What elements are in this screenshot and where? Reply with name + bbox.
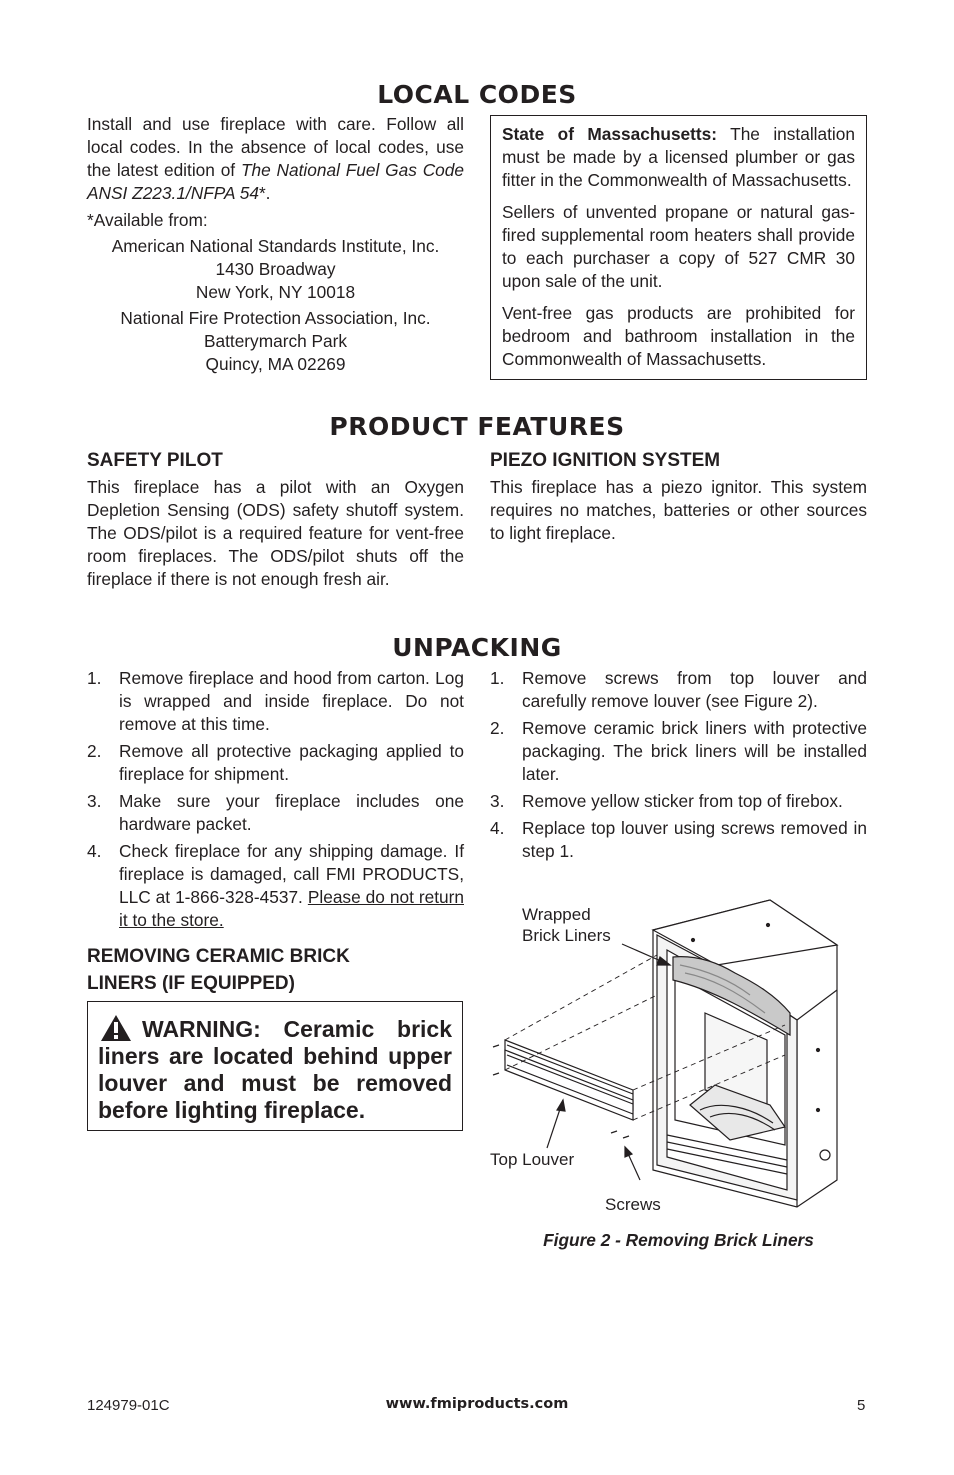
unpacking-right-steps — [490, 667, 867, 867]
local-codes-left-column — [87, 113, 464, 376]
warning-triangle-icon — [100, 1014, 132, 1042]
step-text: Replace top louver using screws removed in step 1. — [522, 818, 867, 861]
brick-heading-line-1: REMOVING CERAMIC BRICK — [87, 946, 350, 967]
figure-caption: Figure 2 - Removing Brick Liners — [543, 1230, 814, 1250]
massachusetts-notice-box — [490, 115, 867, 380]
step-text: Remove yellow sticker from top of firebox. — [522, 791, 843, 811]
mass-p1-text: The installation must be made by a licensed plumber or gas fitter in the Commonwealth of Massachusetts. — [502, 124, 855, 190]
step-number: 2. — [87, 741, 102, 761]
step-number: 1. — [490, 668, 505, 688]
step-text: Remove ceramic brick liners with protective packaging. The brick liners will be installed later. — [522, 718, 867, 784]
list-item — [87, 667, 464, 736]
mass-bold-lead: State of Massachusetts: — [502, 124, 718, 144]
address-line: American National Standards Institute, Inc. — [111, 236, 440, 256]
available-from: *Available from: — [87, 210, 208, 230]
step-text: Remove all protective packaging applied to fireplace for shipment. — [119, 741, 464, 784]
local-codes-title: LOCAL CODES — [377, 80, 577, 109]
piezo-heading: PIEZO IGNITION SYSTEM — [490, 450, 721, 471]
warning-text: WARNING: Ceramic brick liners are located behind upper louver and must be removed before lighting fireplace. — [98, 1016, 452, 1123]
unpacking-left-steps — [87, 667, 464, 936]
mass-paragraph-3: Vent-free gas products are prohibited for bedroom and bathroom installation in the Commonwealth of Massachusetts. — [502, 303, 855, 369]
step-number: 3. — [490, 791, 505, 811]
step-text: Remove fireplace and hood from carton. Log is wrapped and inside fireplace. Do not remove at this time. — [119, 668, 464, 734]
step-number: 4. — [490, 818, 505, 838]
list-item — [87, 740, 464, 786]
warning-box — [87, 1001, 463, 1131]
page-number: 5 — [857, 1397, 866, 1414]
product-features-title: PRODUCT FEATURES — [329, 412, 625, 441]
step-number: 1. — [87, 668, 102, 688]
list-item — [490, 790, 867, 813]
step-number: 4. — [87, 841, 102, 861]
mass-paragraph-1 — [502, 123, 855, 192]
step-text: Make sure your fireplace includes one hardware packet. — [119, 791, 464, 834]
list-item — [87, 840, 464, 932]
step-text: Check fireplace for any shipping damage. If fireplace is damaged, call FMI PRODUCTS, LLC at 1-866-328-4537. — [119, 841, 464, 907]
address-line: Batterymarch Park — [203, 331, 348, 351]
step-number: 2. — [490, 718, 505, 738]
step-underlined-text: Please do not return it to the store. — [119, 887, 464, 930]
address-line: Quincy, MA 02269 — [205, 354, 346, 374]
brick-liners-heading — [87, 943, 350, 997]
safety-pilot-text: This fireplace has a pilot with an Oxygen Depletion Sensing (ODS) safety shutoff system. The ODS/pilot is a required feature for vent-free room fireplaces. The ODS/pilot shuts off the fireplace if there is not enough fresh air. — [87, 477, 464, 589]
brick-heading-line-2: LINERS (IF EQUIPPED) — [87, 973, 295, 994]
label-top-louver: Top Louver — [490, 1150, 575, 1169]
step-text: Remove screws from top louver and carefully remove louver (see Figure 2). — [522, 668, 867, 711]
unpacking-title: UNPACKING — [392, 633, 562, 662]
document-number: 124979-01C — [87, 1397, 170, 1414]
label-wrapped: Wrapped — [522, 905, 591, 924]
label-screws: Screws — [605, 1195, 661, 1214]
step-number: 3. — [87, 791, 102, 811]
mass-paragraph-2: Sellers of unvented propane or natural gas-fired supplemental room heaters shall provide to each purchaser a copy of 527 CMR 30 upon sale of the unit. — [502, 202, 855, 291]
label-brick-liners: Brick Liners — [522, 926, 611, 945]
intro-italic-code: The National Fuel Gas Code ANSI Z223.1/NFPA 54 — [87, 160, 465, 203]
list-item — [490, 667, 867, 713]
safety-pilot-heading: SAFETY PILOT — [87, 450, 223, 471]
address-line: 1430 Broadway — [215, 259, 336, 279]
address-line: New York, NY 10018 — [195, 282, 356, 302]
address-line: National Fire Protection Association, Inc. — [120, 308, 431, 328]
website-link[interactable]: www.fmiproducts.com — [385, 1396, 569, 1412]
piezo-text: This fireplace has a piezo ignitor. This system requires no matches, batteries or other sources to light fireplace. — [490, 477, 867, 543]
brick-liners-figure — [485, 895, 875, 1225]
list-item — [87, 790, 464, 836]
local-codes-intro — [87, 113, 464, 205]
list-item — [490, 717, 867, 786]
address-block — [87, 235, 464, 376]
list-item — [490, 817, 867, 863]
intro-text: Install and use fireplace with care. Follow all local codes. In the absence of local codes, use the latest edition of — [87, 114, 464, 180]
intro-footnote-mark: *. — [258, 183, 271, 203]
